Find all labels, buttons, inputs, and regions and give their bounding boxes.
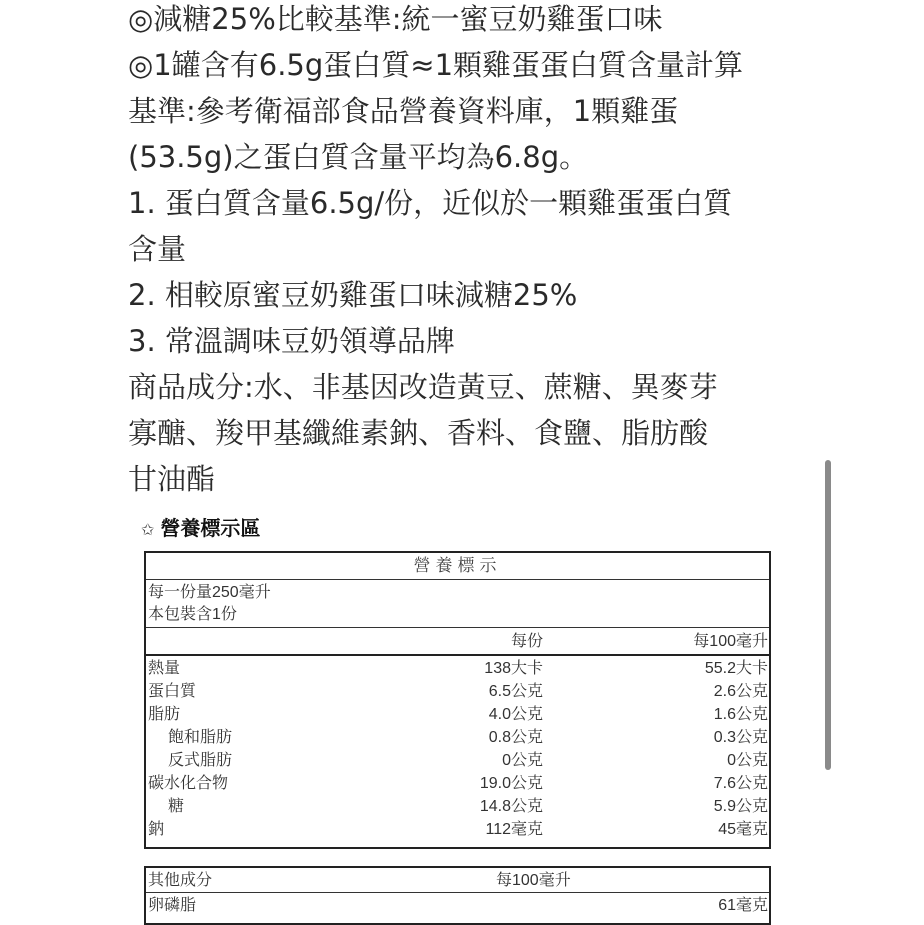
per-serving-value: 4.0公克 bbox=[488, 706, 543, 723]
per-100ml-value: 2.6公克 bbox=[713, 683, 768, 700]
per-100ml-value: 45毫克 bbox=[718, 821, 768, 838]
per-serving-value: 138大卡 bbox=[484, 660, 543, 677]
section-title: 營養標示區 bbox=[160, 516, 261, 540]
nutrition-rows bbox=[146, 656, 769, 847]
per-100ml-value: 0公克 bbox=[727, 752, 768, 769]
table-row bbox=[146, 893, 769, 923]
ingredient-label: 卵磷脂 bbox=[148, 897, 197, 914]
vertical-scrollbar[interactable] bbox=[825, 460, 831, 770]
per-serving-value: 0公克 bbox=[502, 752, 543, 769]
other-ingredients-table bbox=[144, 866, 771, 925]
table-row bbox=[146, 680, 769, 703]
product-description bbox=[128, 0, 808, 502]
table-row bbox=[146, 703, 769, 726]
table-row bbox=[146, 726, 769, 749]
table-row bbox=[146, 657, 769, 680]
servings-per-package: 本包裝含1份 bbox=[148, 606, 237, 623]
nutrient-label: 蛋白質 bbox=[148, 683, 197, 700]
table-row bbox=[146, 795, 769, 818]
description-line: 2. 相較原蜜豆奶雞蛋口味減糖25% bbox=[128, 278, 578, 312]
column-header-per-serving: 每份 bbox=[510, 633, 543, 650]
per-100ml-value: 7.6公克 bbox=[713, 775, 768, 792]
serving-size: 每一份量250毫升 bbox=[148, 584, 271, 601]
serving-info bbox=[146, 580, 769, 628]
per-serving-value: 112毫克 bbox=[485, 821, 543, 838]
description-line: ◎減糖25%比較基準:統一蜜豆奶雞蛋口味 bbox=[128, 2, 663, 36]
other-ingredients-header bbox=[146, 868, 769, 893]
description-line: 3. 常溫調味豆奶領導品牌 bbox=[128, 324, 455, 358]
column-header-per-100ml: 每100毫升 bbox=[496, 872, 571, 889]
column-headers bbox=[146, 628, 769, 656]
nutrient-label: 糖 bbox=[168, 798, 185, 815]
nutrition-table-title: 營養標示 bbox=[146, 553, 769, 580]
nutrient-label: 碳水化合物 bbox=[148, 775, 229, 792]
per-serving-value: 19.0公克 bbox=[479, 775, 543, 792]
description-line: (53.5g)之蛋白質含量平均為6.8g。 bbox=[128, 140, 589, 174]
nutrient-label: 反式脂肪 bbox=[168, 752, 233, 769]
per-serving-value: 14.8公克 bbox=[479, 798, 543, 815]
description-line: 商品成分:水、非基因改造黃豆、蔗糖、異麥芽 bbox=[128, 370, 718, 404]
per-serving-value: 6.5公克 bbox=[488, 683, 543, 700]
description-line: 含量 bbox=[128, 232, 187, 266]
table-row bbox=[146, 772, 769, 795]
nutrition-facts-table bbox=[144, 551, 771, 849]
description-line: 甘油酯 bbox=[128, 462, 216, 496]
ingredient-value: 61毫克 bbox=[718, 897, 768, 914]
description-line: ◎1罐含有6.5g蛋白質≈1顆雞蛋蛋白質含量計算 bbox=[128, 48, 744, 82]
column-header-per-100ml: 每100毫升 bbox=[693, 633, 768, 650]
nutrient-label: 脂肪 bbox=[148, 706, 181, 723]
per-100ml-value: 0.3公克 bbox=[713, 729, 768, 746]
description-line: 基準:參考衛福部食品營養資料庫，1顆雞蛋 bbox=[128, 94, 679, 128]
description-line: 寡醣、羧甲基纖維素鈉、香料、食鹽、脂肪酸 bbox=[128, 416, 709, 450]
description-line: 1. 蛋白質含量6.5g/份，近似於一顆雞蛋蛋白質 bbox=[128, 186, 733, 220]
per-100ml-value: 55.2大卡 bbox=[704, 660, 768, 677]
nutrient-label: 熱量 bbox=[148, 660, 181, 677]
per-100ml-value: 5.9公克 bbox=[713, 798, 768, 815]
table-row bbox=[146, 818, 769, 841]
other-ingredients-label: 其他成分 bbox=[148, 872, 213, 889]
table-row bbox=[146, 749, 769, 772]
nutrient-label: 鈉 bbox=[148, 821, 165, 838]
per-serving-value: 0.8公克 bbox=[488, 729, 543, 746]
nutrient-label: 飽和脂肪 bbox=[168, 729, 233, 746]
nutrition-section-heading bbox=[141, 512, 260, 541]
per-100ml-value: 1.6公克 bbox=[713, 706, 768, 723]
star-icon: ✩ bbox=[141, 520, 155, 539]
